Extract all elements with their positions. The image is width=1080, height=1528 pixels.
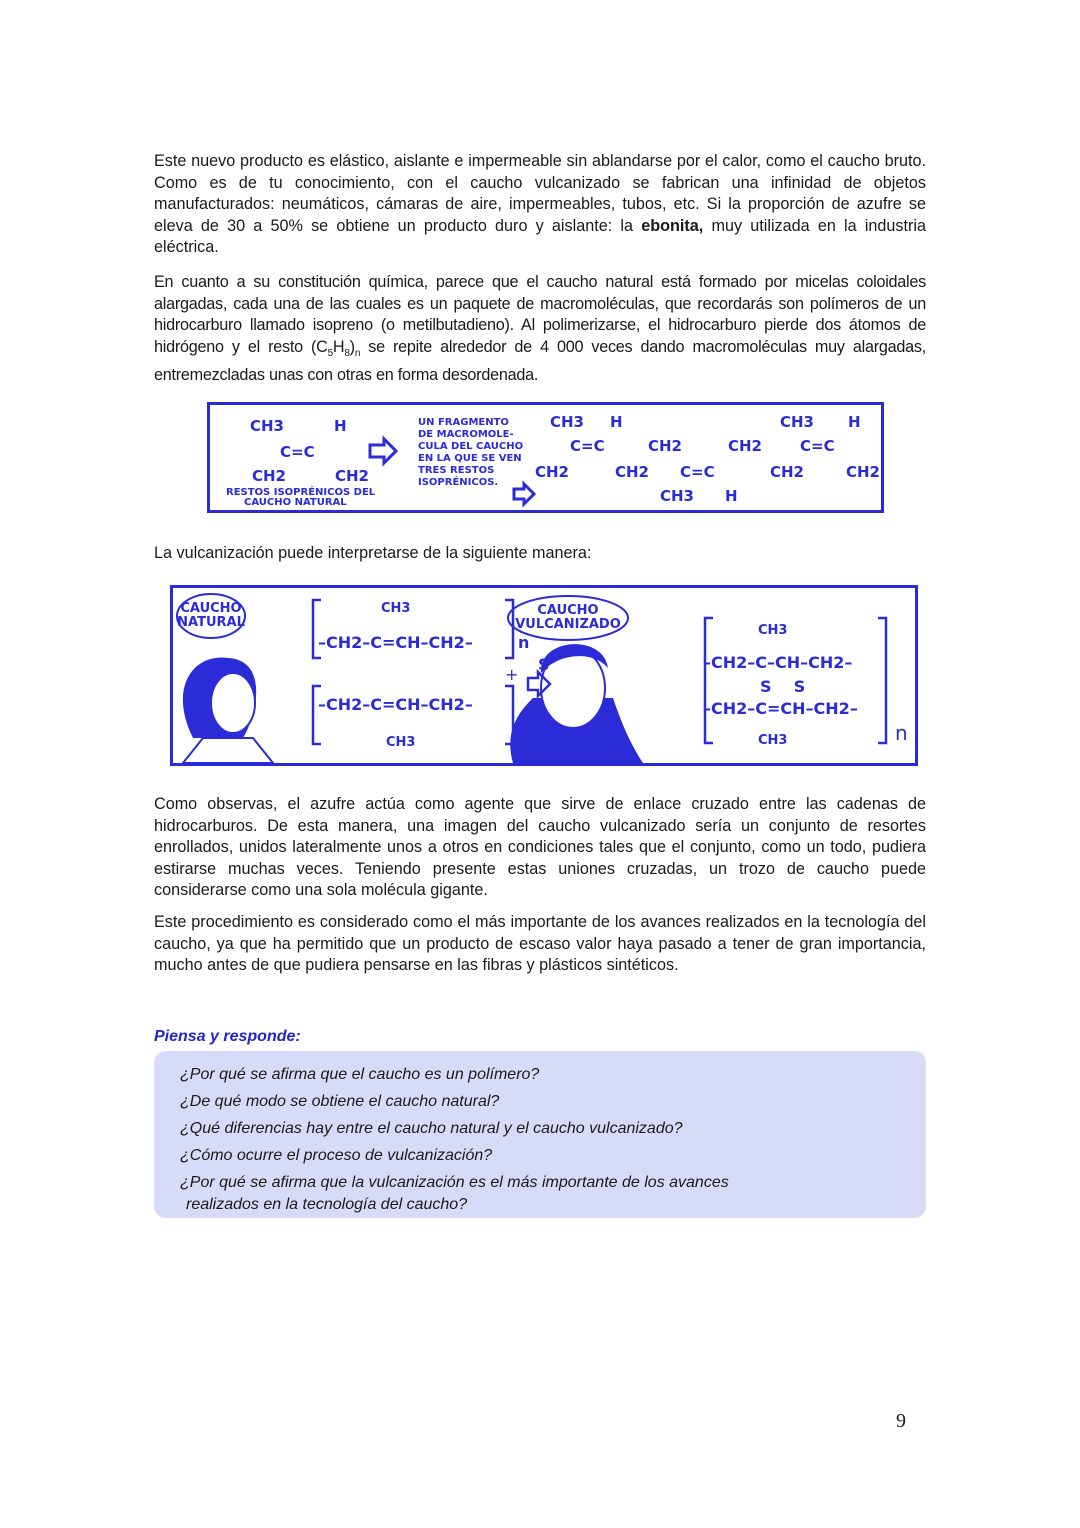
note-line: DE MACROMOLE-	[418, 429, 514, 440]
chem-h: H	[848, 413, 861, 431]
subscript-n: n	[518, 633, 530, 652]
chem-ch2: CH2	[648, 437, 682, 455]
chem-ch2: CH2	[728, 437, 762, 455]
subscript-n: n	[518, 728, 530, 747]
question-item: ¿Qué diferencias hay entre el caucho natural y el caucho vulcanizado?	[180, 1120, 683, 1137]
subscript: n	[354, 348, 361, 360]
vulcanization-diagram	[170, 585, 918, 766]
note-line: CULA DEL CAUCHO	[418, 441, 524, 452]
paragraph-vulcanization-intro: La vulcanización puede interpretarse de la siguiente manera:	[154, 544, 592, 562]
page-number: 9	[896, 1410, 906, 1432]
text: muy utilizada en la industria eléctrica.	[154, 216, 927, 257]
chem-ch3: CH3	[550, 413, 584, 431]
text: En cuanto a su constitución química, parece que el caucho natural está formado por micelas coloidales alargadas, cada una de las cuales es un paquete de macromoléculas, que recordarás son polímeros de un hidrocarburo llamado isopreno (o metilbutadieno). Al polimerizarse, el hidrocarburo pierde dos átomos de hidrógeno y el resto (C	[154, 273, 926, 356]
chem-ch2: CH2	[770, 463, 804, 481]
bubble-text: NATURAL	[177, 615, 245, 630]
arrow-icon	[514, 484, 534, 504]
chem-ch3: CH3	[758, 733, 788, 748]
chem-cc: C=C	[570, 437, 605, 455]
sulfur-bridges: S S	[760, 677, 806, 696]
paragraph-intro	[154, 151, 926, 259]
paragraph-crosslink: Como observas, el azufre actúa como agente que sirve de enlace cruzado entre las cadenas de hidrocarburos. De esta manera, una imagen del caucho vulcanizado sería un conjunto de resortes enrollados, unidos lateralmente unos a otros en condiciones tales que el conjunto, como un todo, pudiera estirarse muchas veces. Teniendo presente estas uniones cruzadas, un trozo de caucho puede considerarse como una sola molécula gigante.	[154, 795, 926, 900]
chem-ch3: CH3	[250, 417, 284, 435]
plus-sign: +	[505, 665, 519, 684]
arrow-icon	[370, 439, 396, 463]
chem-ch2: CH2	[252, 467, 286, 485]
isoprene-diagram	[207, 402, 884, 513]
chem-h: H	[725, 487, 738, 505]
chem-h: H	[610, 413, 623, 431]
chem-ch2: CH2	[535, 463, 569, 481]
text: se repite alrededor de 4 000 veces dando macromoléculas muy alargadas, entremezcladas unas con otras en forma desordenada.	[154, 337, 927, 384]
note-line: UN FRAGMENTO	[418, 417, 509, 428]
bubble-text: CAUCHO	[180, 601, 242, 616]
question-item: ¿De qué modo se obtiene el caucho natural?	[180, 1093, 500, 1110]
chem-ch2: CH2	[846, 463, 880, 481]
man-illustration	[510, 644, 643, 763]
chem-ch2: CH2	[335, 467, 369, 485]
chem-cc: C=C	[680, 463, 715, 481]
note-line: ISOPRÉNICOS.	[418, 477, 499, 488]
question-item: ¿Cómo ocurre el proceso de vulcanización?	[180, 1147, 493, 1164]
text: H	[332, 337, 345, 356]
question-item: ¿Por qué se afirma que la vulcanización es el más importante de los avances	[180, 1174, 729, 1191]
chem-h: H	[334, 417, 347, 435]
paragraph-constitution	[154, 272, 926, 386]
vulc-chain-top: –CH2–C–CH–CH2–	[703, 653, 853, 672]
bold-term: ebonita,	[641, 216, 704, 235]
paragraph-importance: Este procedimiento es considerado como el más importante de los avances realizados en la tecnología del caucho, ya que ha permitido que un producto de escaso valor haya pasado a tener de gran importancia, mucho antes de que pudiera pensarse en las fibras y plásticos sintéticos.	[154, 913, 926, 975]
chain-top: –CH2–C=CH–CH2–	[318, 633, 473, 652]
chem-ch3: CH3	[381, 601, 411, 616]
question-item-continuation: realizados en la tecnología del caucho?	[186, 1196, 468, 1213]
questions-box	[154, 1051, 926, 1218]
chem-ch3: CH3	[386, 735, 416, 750]
subscript-n: n	[895, 721, 908, 745]
chem-cc: C=C	[280, 443, 315, 461]
question-item: ¿Por qué se afirma que el caucho es un polímero?	[180, 1066, 540, 1083]
woman-illustration	[183, 658, 273, 763]
bubble-text: VULCANIZADO	[515, 617, 621, 632]
text: )	[349, 337, 355, 356]
text: Este nuevo producto es elástico, aislante e impermeable sin ablandarse por el calor, como el caucho bruto. Como es de tu conocimiento, con el caucho vulcanizado se fabrican una infinidad de objetos manufacturados: neumáticos, cámaras de aire, impermeables, tubos, etc. Si la proporción de azufre se eleva de 30 a 50% se obtiene un producto duro y aislante: la	[154, 152, 926, 235]
subscript: 5	[327, 348, 333, 360]
caption-line: CAUCHO NATURAL	[244, 497, 347, 508]
chem-ch3: CH3	[660, 487, 694, 505]
chain-bottom: –CH2–C=CH–CH2–	[318, 695, 473, 714]
questions-heading: Piensa y responde:	[154, 1028, 301, 1045]
note-line: EN LA QUE SE VEN	[418, 453, 522, 464]
chem-cc: C=C	[800, 437, 835, 455]
bubble-text: CAUCHO	[537, 603, 599, 618]
vulc-chain-bottom: –CH2–C=CH–CH2–	[703, 699, 858, 718]
note-line: TRES RESTOS	[418, 465, 495, 476]
chem-ch3: CH3	[780, 413, 814, 431]
subscript: 8	[344, 348, 350, 360]
sulfur-label: S	[538, 655, 550, 674]
caption-line: RESTOS ISOPRÉNICOS DEL	[226, 487, 376, 498]
chem-ch2: CH2	[615, 463, 649, 481]
chem-ch3: CH3	[758, 623, 788, 638]
